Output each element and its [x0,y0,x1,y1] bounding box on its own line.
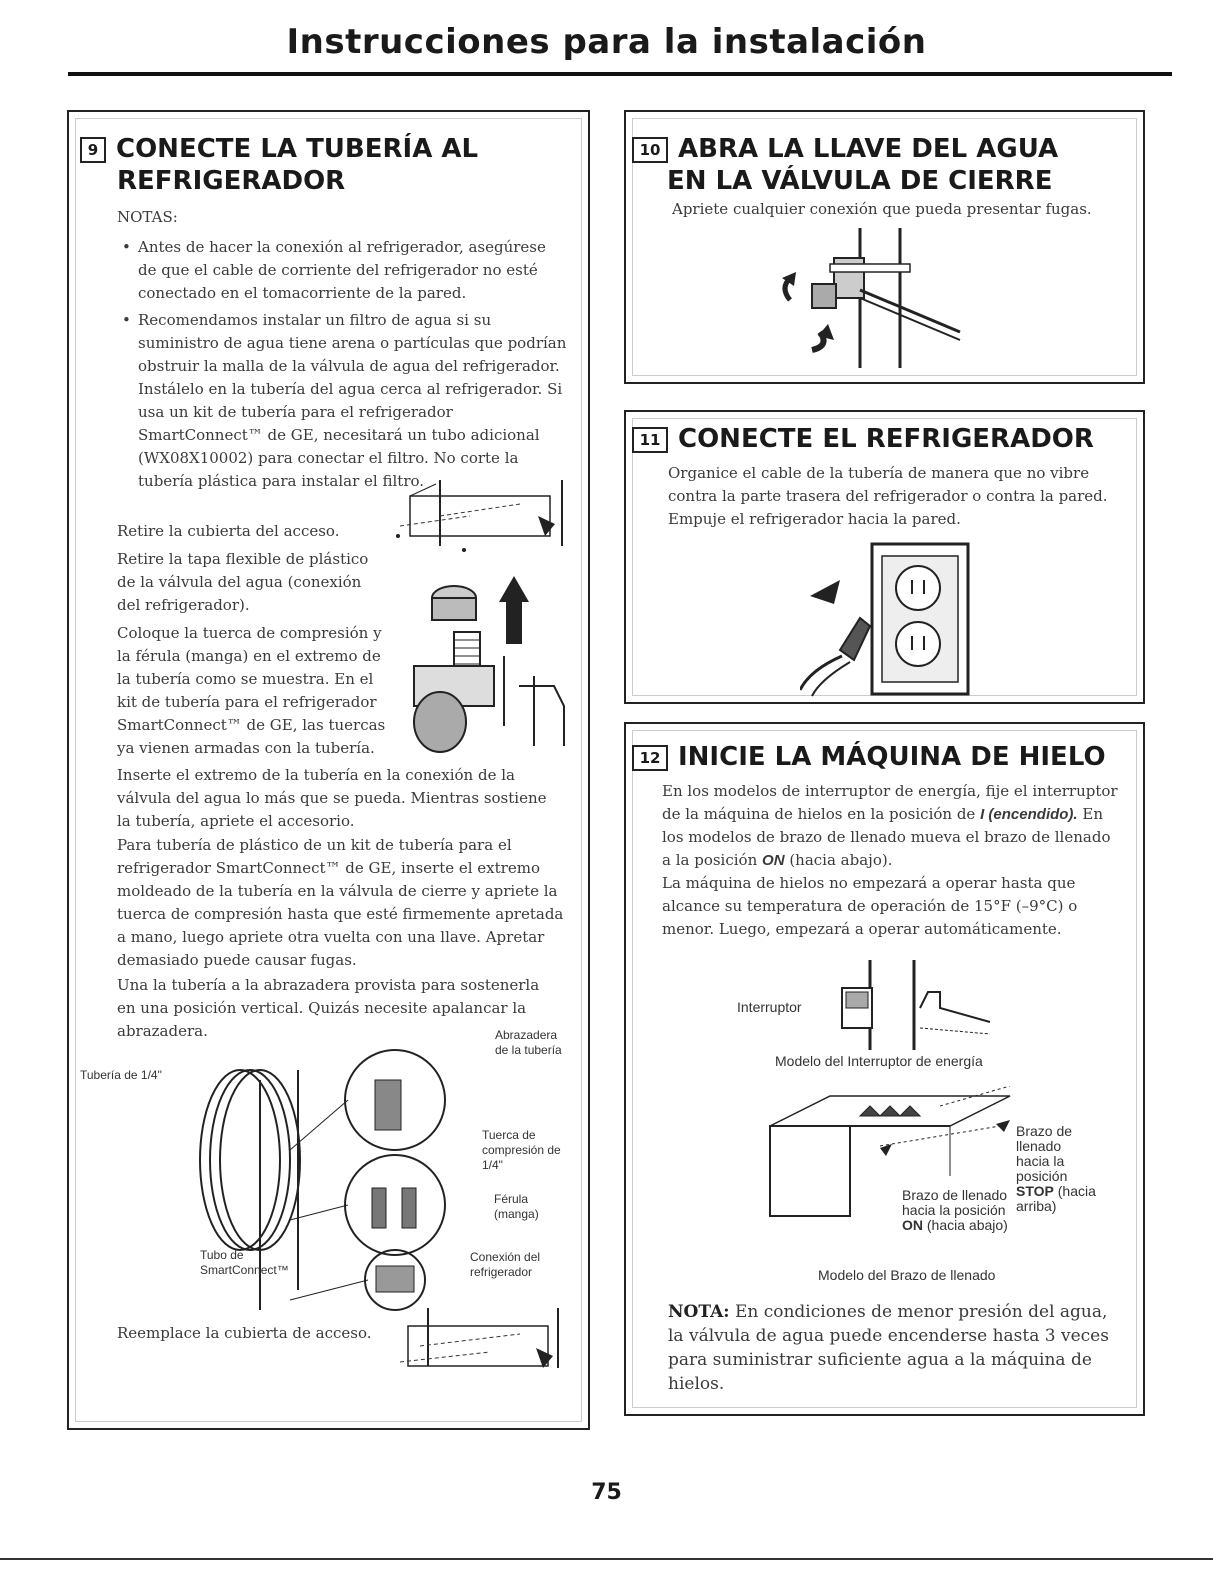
step12-heading: 12 INICIE LA MÁQUINA DE HIELO [632,742,1106,772]
water-pressure-note: NOTA: En condiciones de menor presión del agua, la válvula de agua puede encenderse hasta 3 veces para suministrar suficiente agua a la máquina de hielos. [668,1302,1109,1394]
title-rule [68,72,1172,76]
notes-list [118,236,568,497]
label-nut: Tuerca de compresión de 1/4" [482,1128,561,1172]
valve-cap-illustration [404,576,569,756]
label-clamp: Abrazadera de la tubería [495,1028,562,1057]
access-cover-illustration [380,476,580,556]
remove-cap-text: Retire la tapa flexible de plástico de la válvula del agua (conexión del refrigerador). [117,550,369,614]
step12-number: 12 [632,745,668,771]
step10-heading: 10 ABRA LA LLAVE DEL AGUA [632,134,1058,164]
on-state-label: I (encendido). [980,806,1078,823]
page-title: Instrucciones para la instalación [286,22,927,62]
note-item: • Antes de hacer la conexión al refrigerador, asegúrese de que el cable de corriente del refrigerador no esté conectado en el tomacorriente de la pared. [138,236,568,305]
label-connection: Conexión del refrigerador [470,1250,541,1279]
switch-caption: Modelo del Interruptor de energía [775,1053,983,1069]
step11-heading: 11 CONECTE EL REFRIGERADOR [632,424,1094,454]
arm-on-label: Brazo de llenado hacia la posición ON (hacia abajo) [902,1187,1008,1233]
remove-cover-text: Retire la cubierta del acceso. [117,522,340,540]
label-smart-tube: Tubo de SmartConnect™ [200,1248,289,1277]
arm-caption: Modelo del Brazo de llenado [818,1267,996,1283]
arm-stop-label: Brazo de llenado hacia la posición STOP (hacia arriba) [1016,1123,1096,1214]
shutoff-valve-illustration [760,228,980,374]
switch-label: Interruptor [737,999,802,1015]
insert-tube-text: Inserte el extremo de la tubería en la conexión de la válvula del agua lo más que se pueda. Mientras sostiene la tubería, apriete el accesorio. [117,766,547,830]
replace-cover-text: Reemplace la cubierta de acceso. [117,1324,372,1342]
bottom-rule [0,1558,1213,1560]
label-tubing: Tubería de 1/4" [80,1068,162,1082]
step11-number: 11 [632,427,668,453]
label-ferrule: Férula (manga) [494,1192,539,1221]
step9-heading: 9 CONECTE LA TUBERÍA AL [80,134,478,164]
step9-number: 9 [80,137,106,163]
step10-heading-line2: EN LA VÁLVULA DE CIERRE [667,166,1053,196]
place-nut-text: Coloque la tuerca de compresión y la férula (manga) en el extremo de la tubería como se muestra. En el kit de tubería para el refrigerador SmartConnect™ de GE, las tuercas ya vienen armadas con la tubería. [117,624,386,757]
power-switch-illustration [820,952,1000,1052]
step11-text: Organice el cable de la tubería de manera que no vibre contra la parte trasera del refrigerador o contra la pared. Empuje el refrigerador hacia la pared. [668,464,1108,528]
step12-paragraph1: En los modelos de interruptor de energía, fije el interruptor de la máquina de hielos en la posición de I (encendido). En los modelos de brazo de llenado mueva el brazo de llenado a la posición ON (hacia abajo). [662,782,1118,869]
step10-text: Apriete cualquier conexión que pueda presentar fugas. [672,200,1092,218]
step12-paragraph2: La máquina de hielos no empezará a operar hasta que alcance su temperatura de operación de 15°F (–9°C) o menor. Luego, empezará a operar automáticamente. [662,874,1078,938]
clamp-text: Una la tubería a la abrazadera provista para sostenerla en una posición vertical. Quizás necesite apalancar la abrazadera. [117,976,540,1040]
step9-heading-line2: REFRIGERADOR [117,166,346,196]
tubing-connection-illustration [180,1040,480,1320]
step10-number: 10 [632,137,668,163]
notes-label: NOTAS: [117,208,178,226]
note-item: • Recomendamos instalar un filtro de agua si su suministro de agua tiene arena o partículas que podrían obstruir la malla de la válvula de agua del refrigerador. Instálelo en la tubería del agua cerca al refrigerador. Si usa un kit de tubería para el refrigerador SmartConnect™ de GE, necesitará un tubo adicional (WX08X10002) para conectar el filtro. No corte la tubería plástica para instalar el filtro. [138,309,568,493]
replace-cover-illustration [380,1306,580,1386]
plastic-tube-text: Para tubería de plástico de un kit de tubería para el refrigerador SmartConnect™ de GE, inserte el extremo moldeado de la tubería en la válvula de cierre y apriete la tuerca de compresión hasta que esté firmemente apretada a mano, luego apriete otra vuelta con una llave. Apretar demasiado puede causar fugas. [117,836,564,969]
page-number: 75 [591,1480,622,1505]
wall-outlet-illustration [800,540,980,698]
